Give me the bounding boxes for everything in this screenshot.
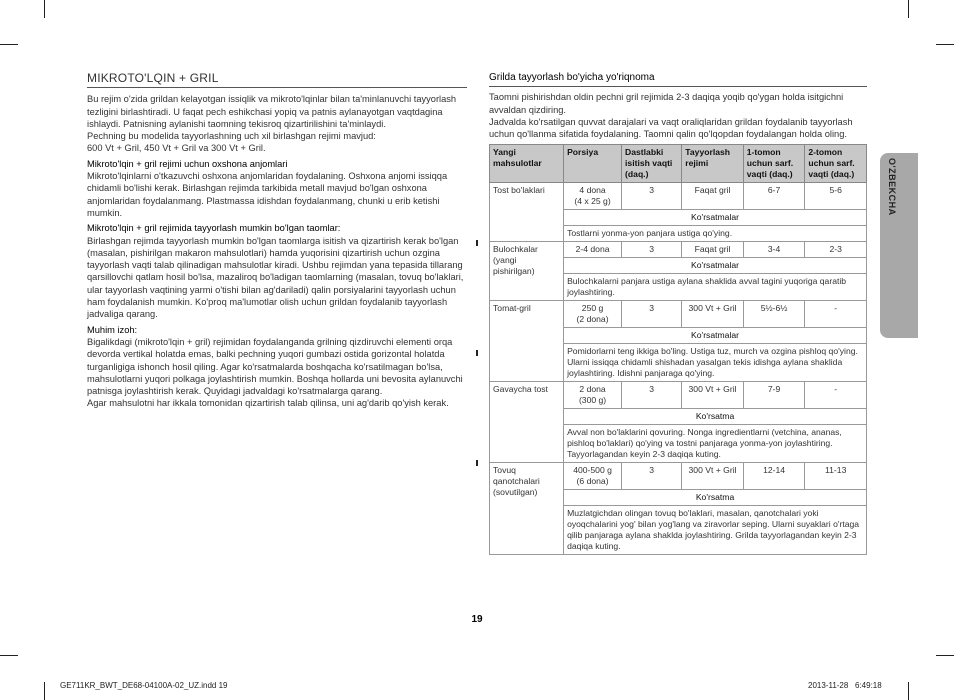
notes-label: Ko'rsatmalar [564, 210, 867, 226]
mode-cell: 300 Vt + Gril [682, 463, 744, 490]
column-header: Yangi mahsulotlar [490, 145, 564, 183]
notes-label: Ko'rsatmalar [564, 258, 867, 274]
notes-label: Ko'rsatmalar [564, 328, 867, 344]
mode-cell: 300 Vt + Gril [682, 301, 744, 328]
product-cell: Bulochkalar (yangi pishirilgan) [490, 242, 564, 301]
column-header: 2-tomon uchun sarf. vaqti (daq.) [805, 145, 867, 183]
notes-text: Pomidorlarni teng ikkiga bo'ling. Ustiga tuz, murch va ozgina pishloq qo'ying. Ularni issiqqa chidamli shishadan yasalgan tekis idishga aylana shaklida joylashtiring. Idishni panjaraga qo'ying. [564, 344, 867, 382]
crop-mark [44, 682, 45, 700]
page-number: 19 [471, 614, 483, 625]
side2-time-cell: - [805, 382, 867, 409]
crop-mark [0, 44, 18, 45]
crop-mark [908, 682, 909, 700]
table-row [490, 242, 867, 258]
modes-list: 600 Vt + Gril, 450 Vt + Gril va 300 Vt + Gril. [87, 143, 266, 154]
side2-time-cell: 2-3 [805, 242, 867, 258]
portion-cell: 4 dona (4 x 25 g) [564, 183, 622, 210]
table-row [490, 183, 867, 210]
section-title: Grilda tayyorlash bo'yicha yo'riqnoma [489, 72, 867, 87]
language-tab-label: O'ZBEKCHA [887, 158, 897, 216]
preheat-cell: 3 [622, 183, 682, 210]
right-column [489, 72, 867, 555]
table-body [490, 183, 867, 555]
intro-paragraph: Taomni pishirishdan oldin pechni gril rejimida 2-3 daqiqa yoqib qo'ygan holda isitgichni avvaldan qizdiring. [489, 92, 844, 115]
intro-paragraph: Bu rejim o'zida grildan kelayotgan issiqlik va mikroto'lqinlar bilan ta'minlanuvchi tayyorlash tezligini birlashtiradi. U faqat pech eshikchasi yopiq va patnis aylanayotgan vaqtdagina ishlaydi. Patnisning aylanishi taomning tekisroq qizartirilishini ta'minlaydi. [87, 94, 457, 129]
portion-cell: 2 dona (300 g) [564, 382, 622, 409]
table-row [490, 382, 867, 409]
side1-time-cell: 5½-6½ [743, 301, 805, 328]
crop-mark [0, 655, 18, 656]
modes-paragraph: Pechning bu modelida tayyorlashning uch xil birlashgan rejimi mavjud: [87, 131, 376, 142]
side1-time-cell: 7-9 [743, 382, 805, 409]
table-header-row [490, 145, 867, 183]
side1-time-cell: 3-4 [743, 242, 805, 258]
side2-time-cell: 11-13 [805, 463, 867, 490]
dishes-paragraph: Birlashgan rejimda tayyorlash mumkin bo'lgan taomlarga isitish va qizartirish kerak bo'lgan (masalan, pishirilgan makaron mahsulotlari) hamda yuqorisini qizartirish uchun ozgina tayyorlash vaqti talab qilinadigan mahsulotlar kiradi. Ushbu rejimdan yana tepasida tillarang qarsillovchi qatlam hosil bo'lsa, mazaliroq bo'ladigan taomlarning (masalan, tovuq bo'laklari, ular tayyorlash vaqtining yarmi o'tishi bilan ag'dariladi) qalin porsiyalarini tayyorlash uchun ham foydalanish mumkin. Ko'proq ma'lumotlar olish uchun grildan foydalanib tayyorlash jadvaliga qarang. [87, 235, 464, 320]
flip-paragraph: Agar mahsulotni har ikkala tomonidan qizartirish talab qilinsa, uni ag'darib qo'yish kerak. [87, 398, 449, 409]
intro-paragraph: Jadvalda ko'rsatilgan quvvat darajalari va vaqt oraliqlaridan grildan foydalanib tayyorlash uchun qo'llanma sifatida foydalaning. Taomni qalin qo'lqopdan foydalangan holda oling. [489, 116, 853, 140]
preheat-cell: 3 [622, 463, 682, 490]
crop-mark [936, 655, 954, 656]
portion-cell: 250 g (2 dona) [564, 301, 622, 328]
product-cell: Gavaycha tost [490, 382, 564, 463]
mode-cell: Faqat gril [682, 242, 744, 258]
left-column [87, 72, 467, 410]
crop-mark [936, 44, 954, 45]
side2-time-cell: - [805, 301, 867, 328]
cookware-paragraph: Mikroto'lqinlarni o'tkazuvchi oshxona anjomlaridan foydalaning. Oshxona anjomi issiqqa chidamli bo'lishi kerak. Birlashgan rejimda tarkibida metall mavjud bo'lgan oshxona anjomlaridan foydalanmang. Plastmassa idishdan foydalanmang, chunki u erib ketishi mumkin. [87, 171, 448, 218]
registration-mark [476, 460, 478, 466]
mode-cell: 300 Vt + Gril [682, 382, 744, 409]
section-title: MIKROTO'LQIN + GRIL [87, 72, 467, 88]
portion-cell: 400-500 g (6 dona) [564, 463, 622, 490]
subheading-dishes: Mikroto'lqin + gril rejimida tayyorlash mumkin bo'lgan taomlar: [87, 223, 341, 234]
side1-time-cell: 12-14 [743, 463, 805, 490]
column-header: Tayyorlash rejimi [682, 145, 744, 183]
crop-mark [44, 0, 45, 18]
table-row [490, 301, 867, 328]
notes-label: Ko'rsatma [564, 490, 867, 506]
product-cell: Tomat-gril [490, 301, 564, 382]
column-header: Dastlabki isitish vaqti (daq.) [622, 145, 682, 183]
registration-mark [476, 240, 478, 246]
product-cell: Tost bo'laklari [490, 183, 564, 242]
portion-cell: 2-4 dona [564, 242, 622, 258]
registration-mark [476, 350, 478, 356]
column-header: 1-tomon uchun sarf. vaqti (daq.) [743, 145, 805, 183]
footer-file-name: GE711KR_BWT_DE68-04100A-02_UZ.indd 19 [60, 681, 228, 690]
product-cell: Tovuq qanotchalari (sovutilgan) [490, 463, 564, 555]
side2-time-cell: 5-6 [805, 183, 867, 210]
side1-time-cell: 6-7 [743, 183, 805, 210]
notes-text: Avval non bo'laklarini qovuring. Nonga ingredientlarni (vetchina, ananas, pishloq bo'laklari) qo'ying va tostni panjaraga yonma-yon joylashtiring. Tayyorlagandan keyin 2-3 daqiqa kuting. [564, 425, 867, 463]
crop-mark [908, 0, 909, 18]
subheading-cookware: Mikroto'lqin + gril rejimi uchun oxshona anjomlari [87, 158, 288, 169]
mode-cell: Faqat gril [682, 183, 744, 210]
preheat-cell: 3 [622, 301, 682, 328]
preheat-cell: 3 [622, 382, 682, 409]
footer-timestamp: 2013-11-28 6:49:18 [808, 681, 882, 690]
subheading-important: Muhim izoh: [87, 324, 138, 335]
grill-guide-table [489, 144, 867, 555]
column-header: Porsiya [564, 145, 622, 183]
notes-label: Ko'rsatma [564, 409, 867, 425]
notes-text: Bulochkalarni panjara ustiga aylana shaklida avval tagini yuqoriga qaratib joylashtiring. [564, 274, 867, 301]
notes-text: Tostlarni yonma-yon panjara ustiga qo'ying. [564, 226, 867, 242]
preheat-cell: 3 [622, 242, 682, 258]
notes-text: Muzlatgichdan olingan tovuq bo'laklari, masalan, qanotchalari yoki oyoqchalarini yog' bilan yog'lang va ziravorlar seping. Ularni suyaklari o'rtaga qilib panjaraga aylana shaklda joylashtiring. Grilda tayyorlagandan keyin 2-3 daqiqa kuting. [564, 506, 867, 555]
important-paragraph: Bigalikdagi (mikroto'lqin + gril) rejimidan foydalanganda grilning qizdiruvchi elementi orqa devorda vertikal holatda emas, balki pechning yuqori gumbazi ostida gorizontal holatda turganligiga ishonch hosil qiling. Agar ko'rsatmalarda boshqacha ko'rsatilmagan bo'lsa, mahsulotlarni yuqori polkaga joylashtirish mumkin. Boshqa hollarda uni bevosita aylanuvchi patnisga joylashtirish kerak. Quyidagi jadvaldagi ko'rsatmalarga qarang. [87, 336, 463, 397]
table-row [490, 463, 867, 490]
